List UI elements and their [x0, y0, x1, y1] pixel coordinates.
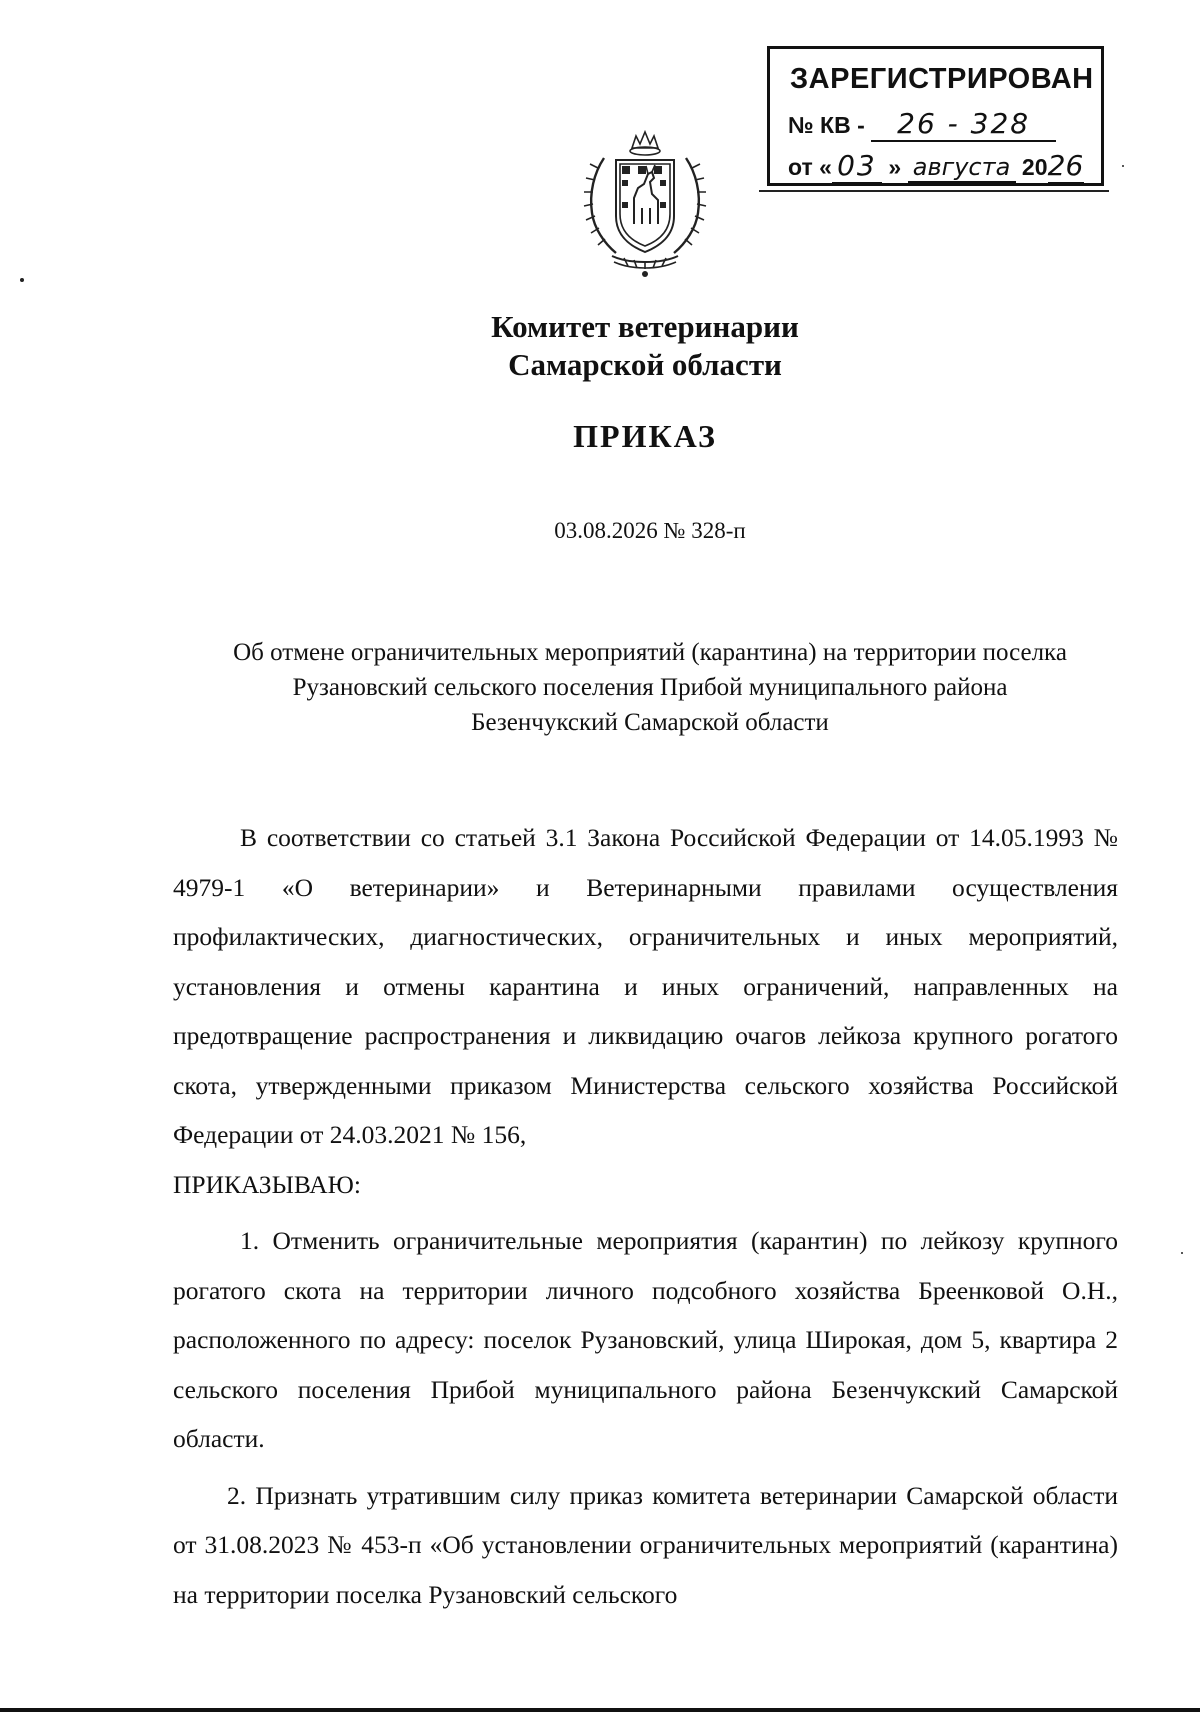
scan-speck: [20, 278, 24, 282]
organization-line-2: Самарской области: [508, 347, 782, 382]
subject-line-3: Безенчукский Самарской области: [471, 709, 829, 736]
document-type: ПРИКАЗ: [573, 418, 717, 454]
stamp-date-year-printed: 20: [1021, 154, 1048, 180]
registration-stamp: [767, 46, 1104, 186]
order-word: ПРИКАЗЫВАЮ:: [173, 1169, 361, 1199]
stamp-date-mid: »: [888, 154, 902, 180]
document-date-number: 03.08.2026 № 328-п: [554, 518, 746, 543]
scan-speck: [1181, 1252, 1183, 1254]
coat-of-arms-emblem: [574, 128, 716, 278]
order-item-1: 1. Отменить ограничительные мероприятия (карантин) по лейкозу крупного рогатого скота на территории личного подсобного хозяйства Бреенковой О.Н., расположенного по адресу: поселок Рузановский, улица Широкая, дом 5, квартира 2 сельского поселения Прибой муниципального района Безенчукский Самарской области.: [173, 1226, 1118, 1453]
stamp-bottom-line: [759, 190, 1109, 192]
stamp-date-day: 03: [837, 149, 877, 182]
document-subject: [160, 635, 1140, 740]
preamble-paragraph: В соответствии со статьей 3.1 Закона Российской Федерации от 14.05.1993 № 4979-1 «О ветеринарии» и Ветеринарными правилами осуществления профилактических, диагностических, ограничительных и иных мероприятий, установления и отмены карантина и иных ограничений, направленных на предотвращение распространения и ликвидацию очагов лейкоза крупного рогатого скота, утвержденными приказом Министерства сельского хозяйства Российской Федерации от 24.03.2021 № 156,: [173, 823, 1118, 1149]
order-item-2: 2. Признать утратившим силу приказ комитета ветеринарии Самарской области от 31.08.2023 № 453-п «Об установлении ограничительных мероприятий (карантина) на территории поселка Рузановский сельского: [173, 1480, 1118, 1609]
stamp-number-value: 26 - 328: [897, 107, 1031, 140]
scan-bottom-edge: [0, 1708, 1200, 1712]
stamp-number-label: № КВ -: [788, 112, 865, 138]
subject-line-1: Об отмене ограничительных мероприятий (карантина) на территории поселка: [233, 639, 1067, 666]
stamp-date-row: [788, 149, 1084, 184]
stamp-date-month-field: [908, 153, 1016, 183]
stamp-number-field: [871, 107, 1056, 142]
organization-line-1: Комитет ветеринарии: [491, 309, 799, 344]
subject-line-2: Рузановский сельского поселения Прибой муниципального района: [292, 674, 1008, 701]
stamp-date-day-field: [832, 149, 882, 184]
stamp-date-month: августа: [912, 153, 1011, 181]
stamp-number-row: [788, 107, 1056, 142]
stamp-date-year-field: [1048, 149, 1084, 184]
scan-speck: [1122, 165, 1124, 167]
stamp-date-prefix: от «: [788, 154, 832, 180]
organization-name: [0, 308, 1200, 384]
stamp-title: ЗАРЕГИСТРИРОВАН: [790, 63, 1094, 95]
document-body: [173, 813, 1118, 1619]
stamp-date-year: 26: [1047, 149, 1084, 182]
